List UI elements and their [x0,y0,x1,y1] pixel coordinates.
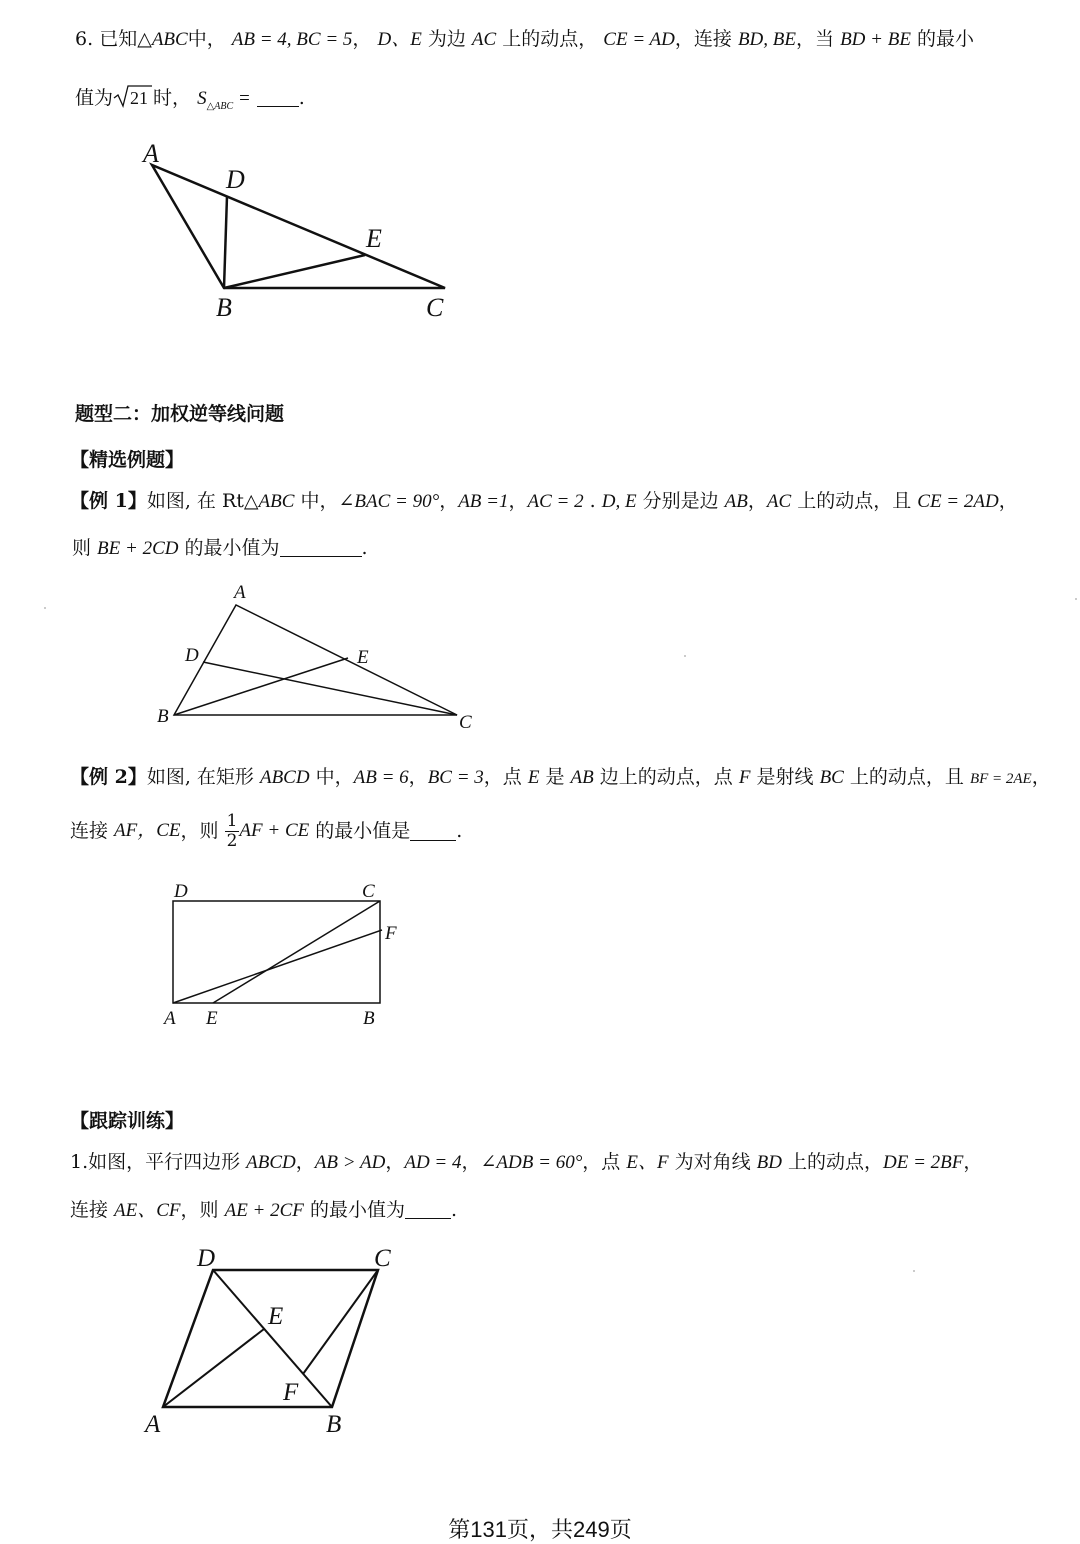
label-e: E [366,224,382,253]
text: 的最小 [916,28,974,50]
text: 连接 [70,1199,115,1221]
text: ， [439,490,459,512]
label-a: A [234,582,246,603]
math: E [527,767,540,788]
math: AB = 4, BC = 5 [231,29,353,50]
math: AB =1 [458,491,509,512]
math: ∠BAC = 90° [338,491,440,512]
text: 中， [187,28,226,50]
text: ， [352,28,372,50]
math: AB > AD [314,1152,386,1173]
example-label: 【例 2】 [70,766,147,788]
text: ，点 [582,1151,627,1173]
scan-speck [913,1270,915,1272]
label-c: C [374,1245,391,1272]
text: ， [408,766,428,788]
text: ， [461,1151,481,1173]
text: 如图, 在 Rt [146,490,244,512]
math: AE、CF [114,1200,181,1221]
math: ∠ADB = 60° [480,1152,583,1173]
label-e: E [268,1303,284,1330]
math: AE + 2CF [224,1200,304,1221]
text: ，连接 [674,28,732,50]
math: BD + BE [840,29,911,50]
math: BE + 2CD [97,538,179,559]
period: . [456,819,463,842]
label-c: C [426,293,444,322]
text: 已知 [99,28,138,50]
math: AF，CE [114,819,181,841]
radicand: 21 [130,88,149,108]
math: BC = 3 [427,767,484,788]
period: . [450,1199,457,1221]
math: CE = AD [603,29,675,50]
text: ， [747,490,767,512]
text: 如图, 在矩形 [146,766,260,788]
math: D, E [601,491,637,512]
label-a: A [143,139,159,168]
text: . [583,490,602,512]
text: 的最小值是 [309,819,411,842]
scan-speck [684,655,686,657]
label-b: B [363,1008,375,1029]
training-heading: 【跟踪训练】 [70,1110,185,1132]
math: F [738,767,751,788]
text: 为边 [427,28,466,50]
label-e: E [206,1008,218,1029]
text: 1.如图，平行四边形 [70,1151,247,1173]
label-b: B [326,1411,342,1438]
math: △ABC [243,491,295,512]
label-b: B [157,706,169,727]
math: AC = 2 [527,491,584,512]
math: AB [724,491,748,512]
text: ， [963,1151,983,1173]
label-e: E [357,647,369,668]
label-d: D [174,881,188,902]
section-title: 题型二：加权逆等线问题 [75,403,285,425]
examples-heading: 【精选例题】 [70,449,185,471]
text: ，点 [483,766,528,788]
page-number: 第131页，共249页 [448,1517,632,1542]
math: E、F [626,1152,669,1173]
area-s: S [197,88,207,109]
label-d: D [226,165,245,194]
text: 时， [153,87,192,109]
scan-speck [1075,598,1077,600]
math: BD, BE [737,29,796,50]
text: 上的动点，且 [791,490,918,512]
text: ， [385,1151,405,1173]
diagonal-bd [213,1270,332,1407]
math: △ABC [137,29,188,50]
text: 为对角线 [668,1151,757,1173]
label-d: D [185,645,199,666]
math: AC [766,491,792,512]
math: ABCD [259,767,310,788]
problem-number: 6. [75,28,94,50]
label-d: D [197,1245,216,1272]
label-a: A [145,1411,161,1438]
text: 上的动点，且 [843,766,970,788]
math: D、E [377,29,422,50]
math: CE = 2AD [917,491,999,512]
label-a: A [164,1008,176,1029]
text: ， [295,1151,315,1173]
text: 边上的动点，点 [593,766,739,788]
math: BC [819,767,844,788]
text: 的最小值为 [178,537,280,559]
text: ， [508,490,528,512]
text: 中， [309,766,354,788]
text: 则 [72,537,98,559]
numerator: 1 [226,811,238,831]
text: ， [998,490,1018,512]
text: 是 [539,766,571,788]
scan-speck [44,607,46,609]
text: 上的动点， [502,28,598,50]
text: 连接 [70,819,115,842]
parallelogram-abcd [163,1270,378,1407]
example-label: 【例 1】 [70,490,147,512]
text: ，当 [796,28,835,50]
segment-cf [303,1270,378,1374]
denominator: 2 [226,830,238,851]
math: AD = 4 [404,1152,462,1173]
period: . [361,537,368,559]
math: AB = 6 [353,767,409,788]
period: . [298,87,305,109]
text: ， [1031,766,1051,788]
math: AB [570,767,594,788]
equals: = [233,88,251,109]
label-c: C [362,881,375,902]
text: 上的动点， [781,1151,884,1173]
math: BF = 2AE [969,771,1032,787]
math: BD [756,1152,782,1173]
text: 值为 [75,87,114,109]
text: 是射线 [750,766,820,788]
math: DE = 2BF [883,1152,964,1173]
math: AF + CE [239,819,310,841]
label-b: B [216,293,232,322]
label-c: C [459,712,472,733]
area-sub: △ABC [206,100,234,112]
math: ABCD [246,1152,296,1173]
text: ，则 [180,819,225,842]
text: 的最小值为 [303,1199,405,1221]
math: AC [471,29,497,50]
text: 分别是边 [636,490,725,512]
text: ，则 [180,1199,225,1221]
label-f: F [283,1379,299,1406]
text: 中， [294,490,339,512]
label-f: F [385,923,397,944]
